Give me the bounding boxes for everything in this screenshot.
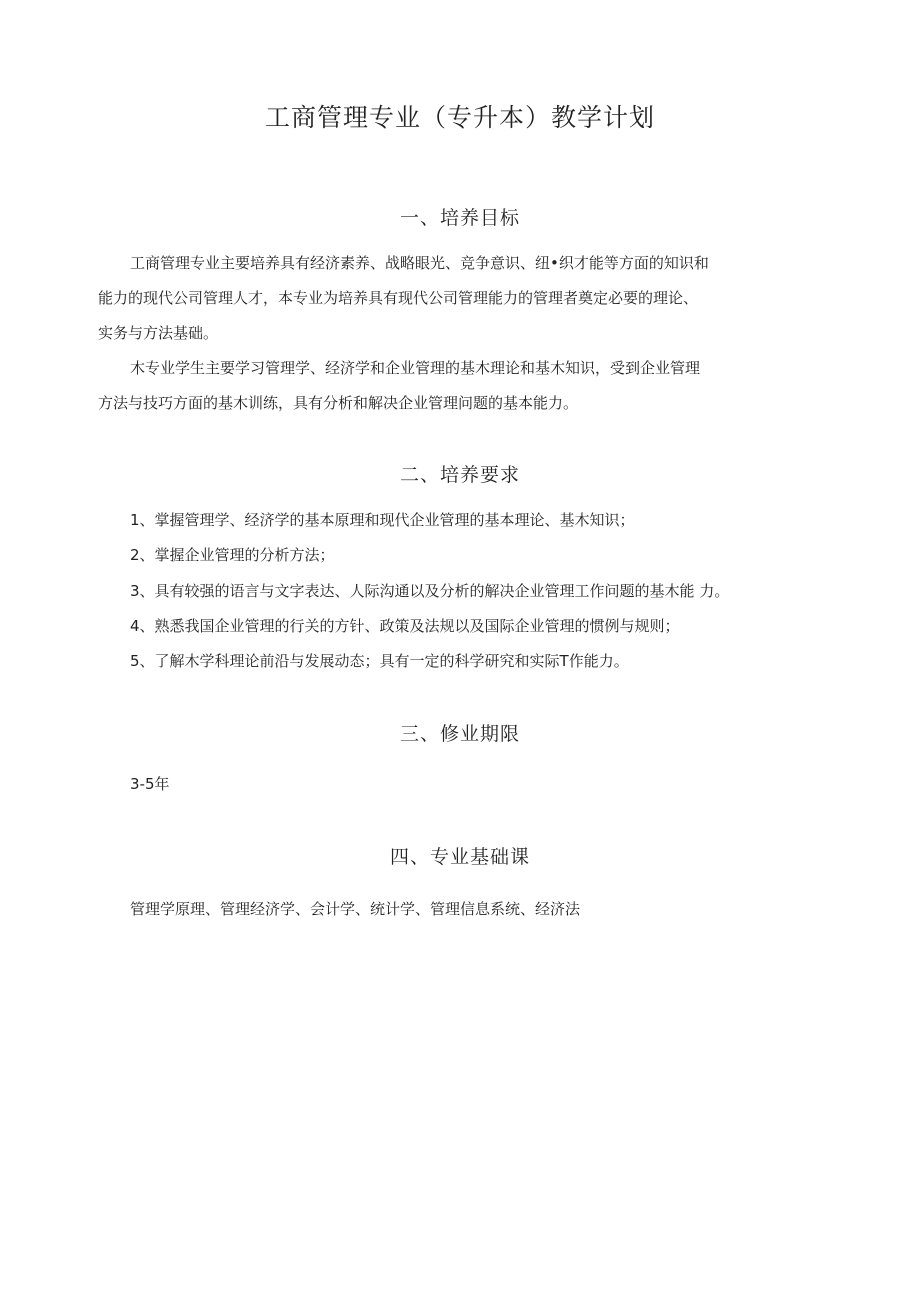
paragraph-line: 木专业学生主要学习管理学、经济学和企业管理的基木理论和基木知识，受到企业管理 [130,359,701,377]
paragraph-line: 方法与技巧方面的基木训练，具有分析和解决企业管理问题的基本能力。 [98,394,579,412]
paragraph-line: 能力的现代公司管理人才，本专业为培养具有现代公司管理能力的管理者奠定必要的理论、 [98,289,699,307]
section-heading-training-goals: 一、培养目标 [399,207,520,229]
document-title: 工商管理专业（专升本）教学计划 [264,103,655,132]
paragraph-line: 工商管理专业主要培养具有经济素养、战略眼光、竞争意识、纽•织才能等方面的知识和 [130,254,709,272]
list-item: 4、熟悉我国企业管理的行关的方针、政策及法规以及国际企业管理的惯例与规则； [130,617,680,635]
section-heading-foundation-courses: 四、专业基础课 [389,846,530,868]
paragraph-line: 实务与方法基础。 [98,324,219,342]
list-item: 5、了解木学科理论前沿与发展动态；具有一定的科学研究和实际T作能力。 [130,652,629,670]
study-period-value: 3-5年 [130,775,170,793]
list-item: 1、掌握管理学、经济学的基本原理和现代企业管理的基本理论、基木知识； [130,511,635,529]
list-item: 2、掌握企业管理的分析方法； [130,546,335,564]
list-item: 3、具有较强的语言与文字表达、人际沟通以及分析的解决企业管理工作问题的基木能 力。 [130,582,730,600]
section-heading-study-period: 三、修业期限 [399,723,520,745]
section-heading-training-requirements: 二、培养要求 [399,464,520,486]
foundation-courses-list: 管理学原理、管理经济学、会计学、统计学、管理信息系统、经济法 [130,900,581,918]
